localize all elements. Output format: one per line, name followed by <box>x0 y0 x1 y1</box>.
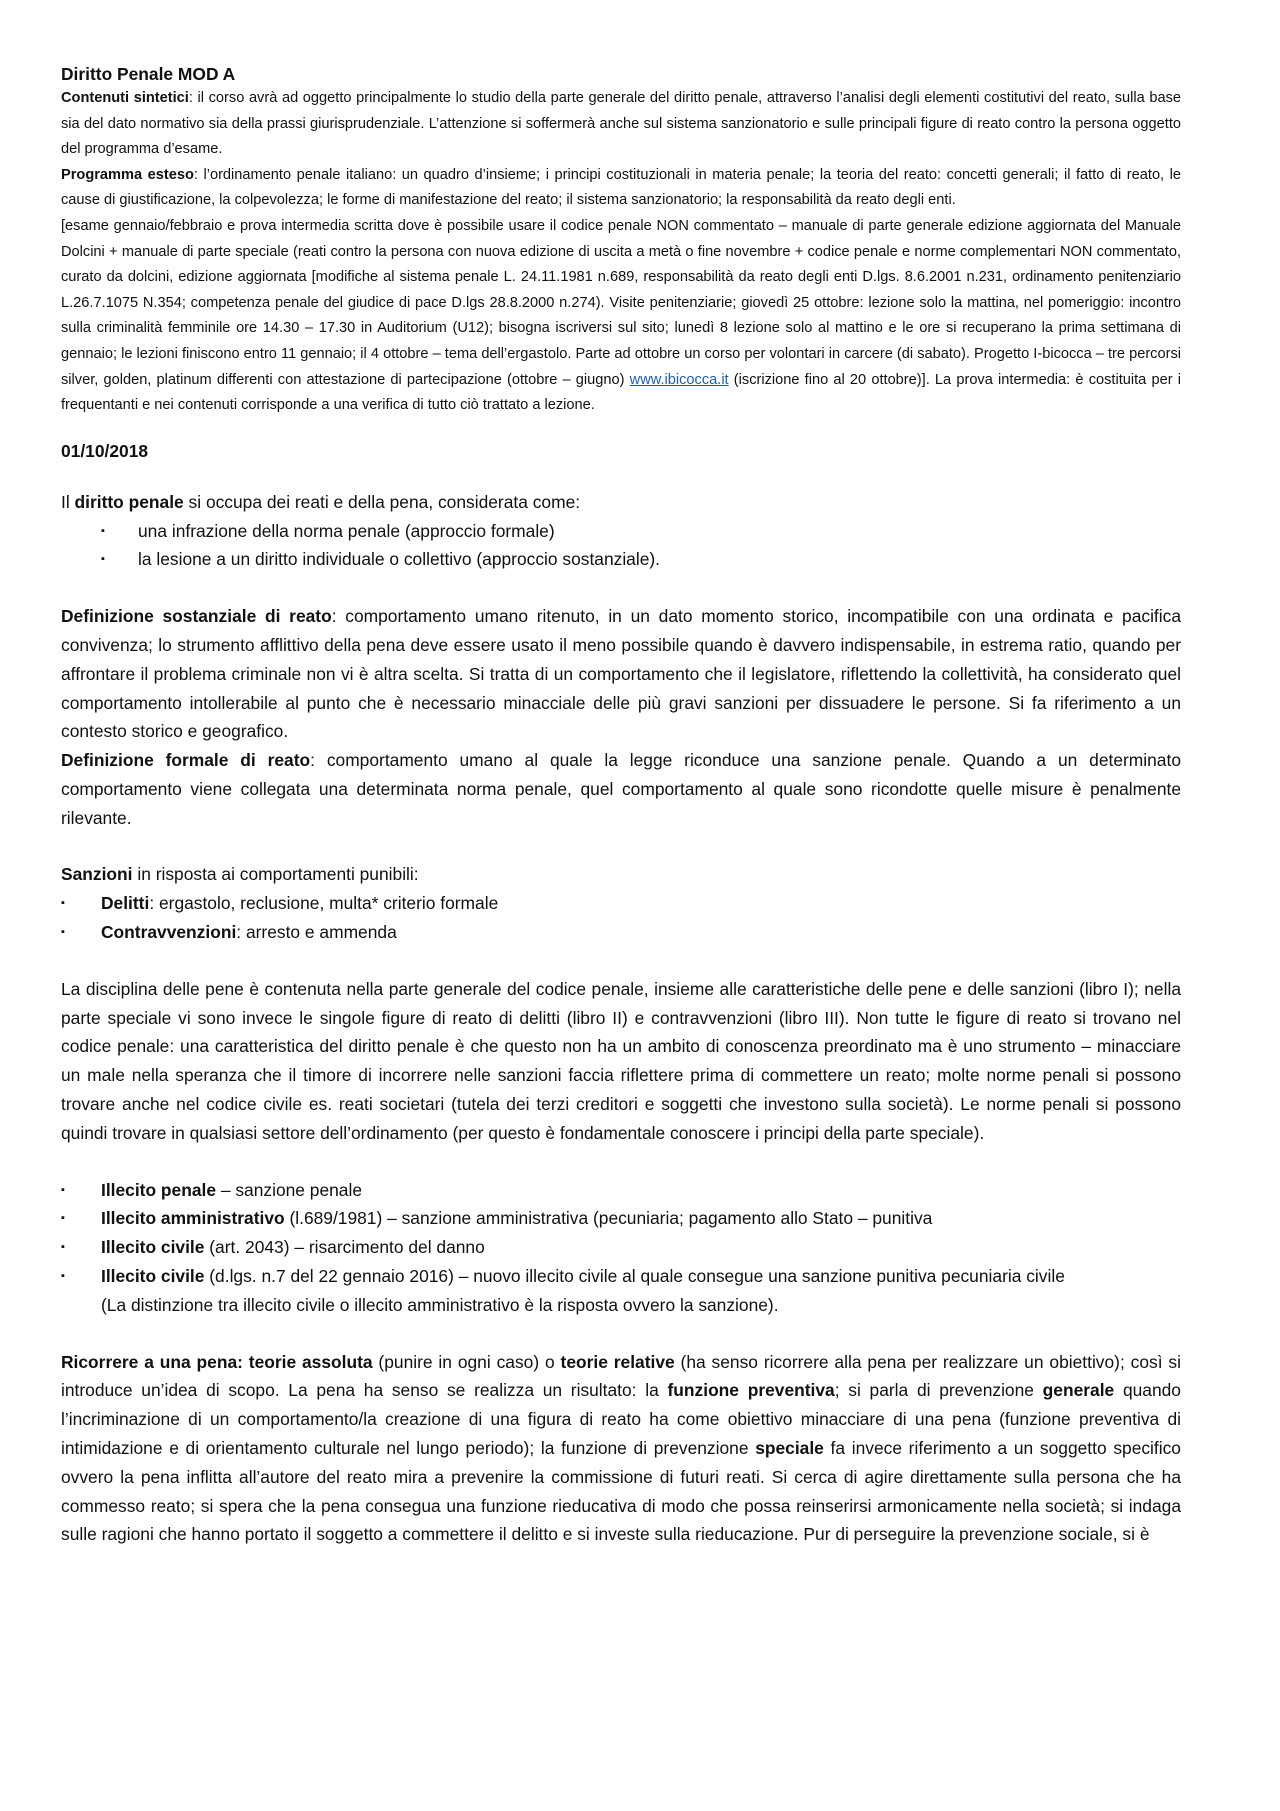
lesson-date: 01/10/2018 <box>61 440 149 461</box>
document-title: Diritto Penale MOD A <box>61 64 236 84</box>
ibicocca-link[interactable]: www.ibicocca.it <box>629 371 729 388</box>
sanzioni-paragraph: Sanzioni in risposta ai comportamenti punibili: <box>61 864 419 885</box>
intro-section <box>61 86 1181 419</box>
list-item: ▪ Delitti: ergastolo, reclusione, multa* criterio formale <box>61 889 1181 918</box>
contenuti-sintetici-paragraph <box>61 86 1181 163</box>
contenuti-text: : il corso avrà ad oggetto principalmente lo studio della parte generale del diritto penale, attraverso l’analisi degli elementi costitutivi del reato, sulla base sia del dato normativo sia della prassi giurisprudenziale. L’attenzione si soffermerà anche sul sistema sanzionatorio e sulle principali figure di reato contro la persona oggetto del programma d’esame. <box>61 90 1181 158</box>
diritto-penale-paragraph: Il diritto penale si occupa dei reati e della pena, considerata come: <box>61 491 581 512</box>
exam-info-tail: (iscrizione fino al 20 ottobre)]. La prova intermedia: è costituita per i frequentanti e nei contenuti corrisponde a una verifica di tutto ciò trattato a lezione. <box>61 371 1181 414</box>
bullet-icon: ▪ <box>61 1241 65 1254</box>
illeciti-note: (La distinzione tra illecito civile o illecito amministrativo è la risposta ovvero la sanzione). <box>101 1294 779 1315</box>
bullet-icon: ▪ <box>101 524 105 537</box>
list-item: ▪ Illecito penale – sanzione penale <box>61 1176 1181 1205</box>
list-item: ▪ Illecito amministrativo (l.689/1981) – sanzione amministrativa (pecuniaria; pagamento allo Stato – punitiva <box>61 1204 1181 1233</box>
programma-esteso-paragraph <box>61 163 1181 214</box>
list-item: ▪ una infrazione della norma penale (approccio formale) <box>61 517 1181 546</box>
diritto-penale-term: diritto penale <box>74 491 184 512</box>
list-item: ▪ Illecito civile (d.lgs. n.7 del 22 gennaio 2016) – nuovo illecito civile al quale consegue una sanzione punitiva pecuniaria civile (La distinzione tra illecito civile o illecito amministrativo è la risposta ovvero la sanzione). <box>61 1262 1181 1320</box>
definition-list <box>61 517 1181 575</box>
bullet-icon: ▪ <box>61 1183 65 1196</box>
programma-label: Programma esteso <box>61 166 194 183</box>
list-item: ▪ Illecito civile (art. 2043) – risarcimento del danno <box>61 1233 1181 1262</box>
bullet-icon: ▪ <box>101 553 105 566</box>
definizione-sostanziale-paragraph: Definizione sostanziale di reato: comportamento umano ritenuto, in un dato momento storico, incompatibile con una ordinata e pacifica convivenza; lo strumento afflittivo della pena deve essere usato il meno possibile quando è davvero indispensabile, in estrema ratio, quando per affrontare il problema criminale non vi è altra scelta. Si tratta di un comportamento che il legislatore, riflettendo la collettività, ha considerato quel comportamento intollerabile al punto che è necessario minacciale delle più gravi sanzioni per dissuadere le persone. Si fa riferimento a un contesto storico e geografico. <box>61 606 1181 742</box>
illeciti-list <box>61 1176 1181 1320</box>
bullet-icon: ▪ <box>61 897 65 910</box>
teorie-pena-paragraph: Ricorrere a una pena: teorie assoluta (punire in ogni caso) o teorie relative (ha senso ricorrere alla pena per realizzare un obiettivo); così si introduce un’idea di scopo. La pena ha senso se realizza un risultato: la funzione preventiva; si parla di prevenzione generale quando l’incriminazione di un comportamento/la creazione di una figura di reato ha come obiettivo minacciare di una pena (funzione preventiva di intimidazione e di orientamento culturale nel lungo periodo); la funzione di prevenzione speciale fa invece riferimento a un soggetto specifico ovvero la pena inflitta all’autore del reato mira a prevenire la commissione di futuri reati. Si cerca di agire direttamente sulla persona che ha commesso reato; si spera che la pena consegua una funzione rieducativa di modo che possa reinserirsi armonicamente nella società; si indaga sulle ragioni che hanno portato il soggetto a commettere il delitto e si investe sulla rieducazione. Pur di perseguire la prevenzione sociale, si è <box>61 1351 1181 1545</box>
bullet-icon: ▪ <box>61 1270 65 1283</box>
lesson-body <box>61 488 1181 1550</box>
list-item: ▪ la lesione a un diritto individuale o collettivo (approccio sostanziale). <box>61 545 1181 574</box>
exam-info-text: [esame gennaio/febbraio e prova intermedia scritta dove è possibile usare il codice penale NON commentato – manuale di parte generale edizione aggiornata del Manuale Dolcini + manuale di parte speciale (reati contro la persona con nuova edizione di uscita a metà o fine novembre + codice penale e norme complementari NON commentato, curato da dolcini, edizione aggiornata [modifiche al sistema penale L. 24.11.1981 n.689, responsabilità da reato degli enti D.lgs. 8.6.2001 n.231, ordinamento penitenziario L.26.7.1075 N.354; competenza penale del giudice di pace D.lgs 28.8.2000 n.274). Visite penitenziarie; giovedì 25 ottobre: lezione solo la mattina, nel pomeriggio: incontro sulla criminalità femminile ore 14.30 – 17.30 in Auditorium (U12); bisogna iscriversi sul sito; lunedì 8 lezione solo al mattino e le ore si recuperano la prima settimana di gennaio; le lezioni finiscono entro 11 gennaio; il 4 ottobre – tema dell’ergastolo. Parte ad ottobre un corso per volontari in carcere (di sabato). Progetto I-bicocca – tre percorsi silver, golden, platinum differenti con attestazione di partecipazione (ottobre – giugno) <box>61 217 1181 388</box>
exam-info-paragraph <box>61 214 1181 419</box>
definizione-formale-paragraph: Definizione formale di reato: comportamento umano al quale la legge riconduce una sanzione penale. Quando a un determinato comportamento viene collegata una determinata norma penale, quel comportamento al quale sono ricondotte quelle misure è penalmente rilevante. <box>61 750 1181 828</box>
bullet-icon: ▪ <box>61 926 65 939</box>
list-item: ▪ Contravvenzioni: arresto e ammenda <box>61 918 1181 947</box>
document-page <box>61 62 1181 1549</box>
programma-text: : l’ordinamento penale italiano: un quadro d’insieme; i principi costituzionali in materia penale; la teoria del reato: concetti generali; il fatto di reato, le cause di giustificazione, la colpevolezza; le forme di manifestazione del reato; il sistema sanzionatorio; la responsabilità da reato degli enti. <box>61 166 1182 209</box>
disciplina-paragraph: La disciplina delle pene è contenuta nella parte generale del codice penale, insieme alle caratteristiche delle pene e delle sanzioni (libro I); nella parte speciale vi sono invece le singole figure di reato di delitti (libro II) e contravvenzioni (libro III). Non tutte le figure di reato si trovano nel codice penale: una caratteristica del diritto penale è che questo non ha un ambito di conoscenza preordinato ma è uno strumento – minacciare un male nella speranza che il timore di incorrere nelle sanzioni faccia riflettere prima di commettere un reato; molte norme penali si possono trovare anche nel codice civile es. reati societari (tutela dei terzi creditori e soggetti che investono sulla società). Le norme penali si possono quindi trovare in qualsiasi settore dell’ordinamento (per questo è fondamentale conoscere i principi della parte speciale). <box>61 978 1181 1143</box>
sanzioni-list <box>61 889 1181 947</box>
bullet-icon: ▪ <box>61 1212 65 1225</box>
contenuti-label: Contenuti sintetici <box>61 90 189 106</box>
